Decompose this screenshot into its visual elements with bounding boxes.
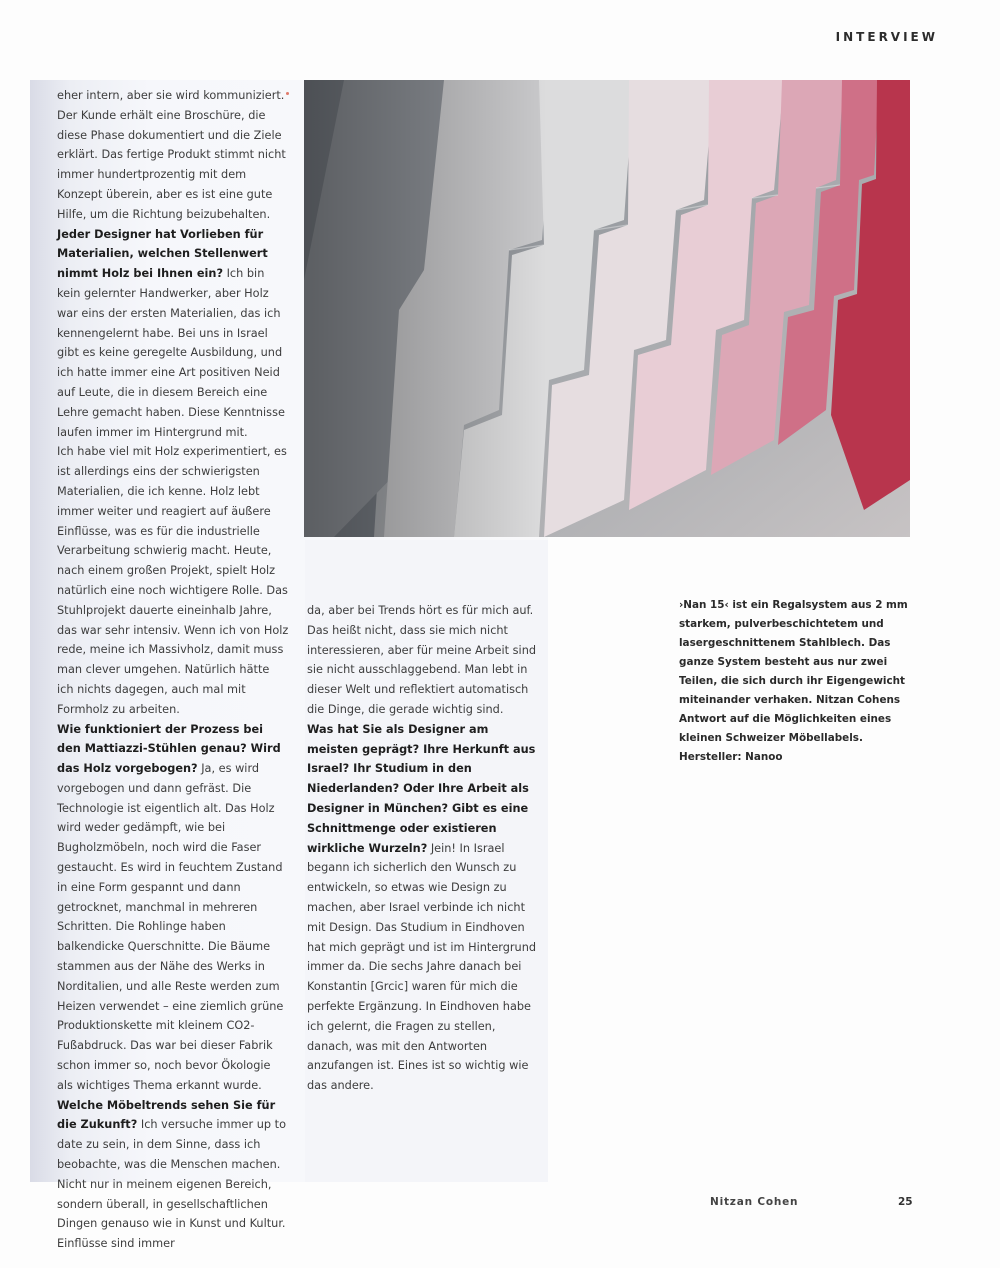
question: Jeder Designer hat Vorlieben für Materialien, welchen Stellenwert nimmt Holz bei Ihnen ein? [57, 227, 268, 281]
question: Welche Möbeltrends sehen Sie für die Zukunft? [57, 1098, 276, 1132]
answer: Jein! In Israel begann ich sicherlich den Wunsch zu entwickeln, so etwas wie Design zu machen, aber Israel verbinde ich nicht mit Design. Das Studium in Eindhoven hat mich geprägt und ist im Hintergrund immer da. Die sechs Jahre danach bei Konstantin [Grcic] waren für mich die perfekte Ergänzung. In Eindhoven habe ich gelernt, die Fragen zu stellen, danach, was mit den Antworten anzufangen ist. Eines ist so wichtig wie das andere. [307, 841, 537, 1093]
page-number: 25 [898, 1196, 913, 1208]
answer: Ich versuche immer up to date zu sein, in dem Sinne, dass ich beobachte, was die Menschen machen. Nicht nur in meinem eigenen Bereich, sondern überall, in gesellschaftlichen Dingen genauso wie in Kunst und Kultur. Einflüsse sind immer [57, 1118, 286, 1251]
section-header: INTERVIEW [835, 30, 938, 44]
shelf-photo [304, 80, 910, 537]
question: Was hat Sie als Designer am meisten geprägt? Ihre Herkunft aus Israel? Ihr Studium in den Niederlanden? Oder Ihre Arbeit als Designer in München? Gibt es eine Schnittmenge oder existieren wirkliche Wurzeln? [307, 722, 536, 855]
answer: Ja, es wird vorgebogen und dann gefräst. Die Technologie ist eigentlich alt. Das Holz wird weder gedämpft, wie bei Bugholzmöbeln, noch wird die Faser gestaucht. Es wird in feuchtem Zustand in eine Form gespannt und dann getrocknet, manchmal in mehreren Schritten. Die Rohlinge haben balkendicke Querschnitte. Die Bäume stammen aus der Nähe des Werks in Norditalien, und alle Reste werden zum Heizen verwendet – eine ziemlich grüne Produktionskette mit kleinem CO2-Fußabdruck. Das war bei dieser Fabrik schon immer so, noch bevor Ökologie als wichtiges Thema erkannt wurde. [57, 762, 284, 1092]
text-column-2 [307, 601, 539, 1096]
paragraph: eher intern, aber sie wird kommuniziert. Der Kunde erhält eine Broschüre, die diese Phase dokumentiert und die Ziele erklärt. Das fertige Produkt stimmt nicht immer hundertprozentig mit dem Konzept überein, aber es ist eine gute Hilfe, um die Richtung beizubehalten. [57, 89, 286, 221]
footer-author: Nitzan Cohen [710, 1196, 799, 1208]
question: Wie funktioniert der Prozess bei den Mattiazzi-Stühlen genau? Wird das Holz vorgebogen? [57, 722, 281, 776]
text-column-1 [57, 86, 289, 1254]
answer: Ich bin kein gelernter Handwerker, aber Holz war eins der ersten Materialien, das ich kennengelernt habe. Bei uns in Israel gibt es keine geregelte Ausbildung, und ich hatte immer eine Art positiven Neid auf Leute, die in diesem Bereich eine Lehre gemacht haben. Diese Kenntnisse laufen immer im Hintergrund mit. [57, 267, 285, 439]
shelf-photo-illustration [304, 80, 910, 537]
paragraph: Ich habe viel mit Holz experimentiert, es ist allerdings eins der schwierigsten Materialien, die ich kenne. Holz lebt immer weiter und reagiert auf äußere Einflüsse, was es für die industrielle Verarbeitung schwierig macht. Heute, nach einem großen Projekt, spielt Holz natürlich eine noch wichtigere Rolle. Das Stuhlprojekt dauerte eineinhalb Jahre, das war sehr intensiv. Wenn ich von Holz rede, meine ich Massivholz, damit muss man clever umgehen. Natürlich hätte ich nichts dagegen, auch mal mit Formholz zu arbeiten. [57, 445, 289, 716]
paragraph: da, aber bei Trends hört es für mich auf. Das heißt nicht, dass sie mich nicht interessieren, aber für meine Arbeit sind sie nicht ausschlaggebend. Man lebt in dieser Welt und reflektiert automatisch die Dinge, die gerade wichtig sind. [307, 604, 537, 716]
photo-caption: ›Nan 15‹ ist ein Regalsystem aus 2 mm starkem, pulverbeschichtetem und lasergeschnittenem Stahlblech. Das ganze System besteht aus nur zwei Teilen, die sich durch ihr Eigengewicht miteinander verhaken. Nitzan Cohens Antwort auf die Möglichkeiten eines kleinen Schweizer Möbellabels. Hersteller: Nanoo [679, 599, 908, 763]
